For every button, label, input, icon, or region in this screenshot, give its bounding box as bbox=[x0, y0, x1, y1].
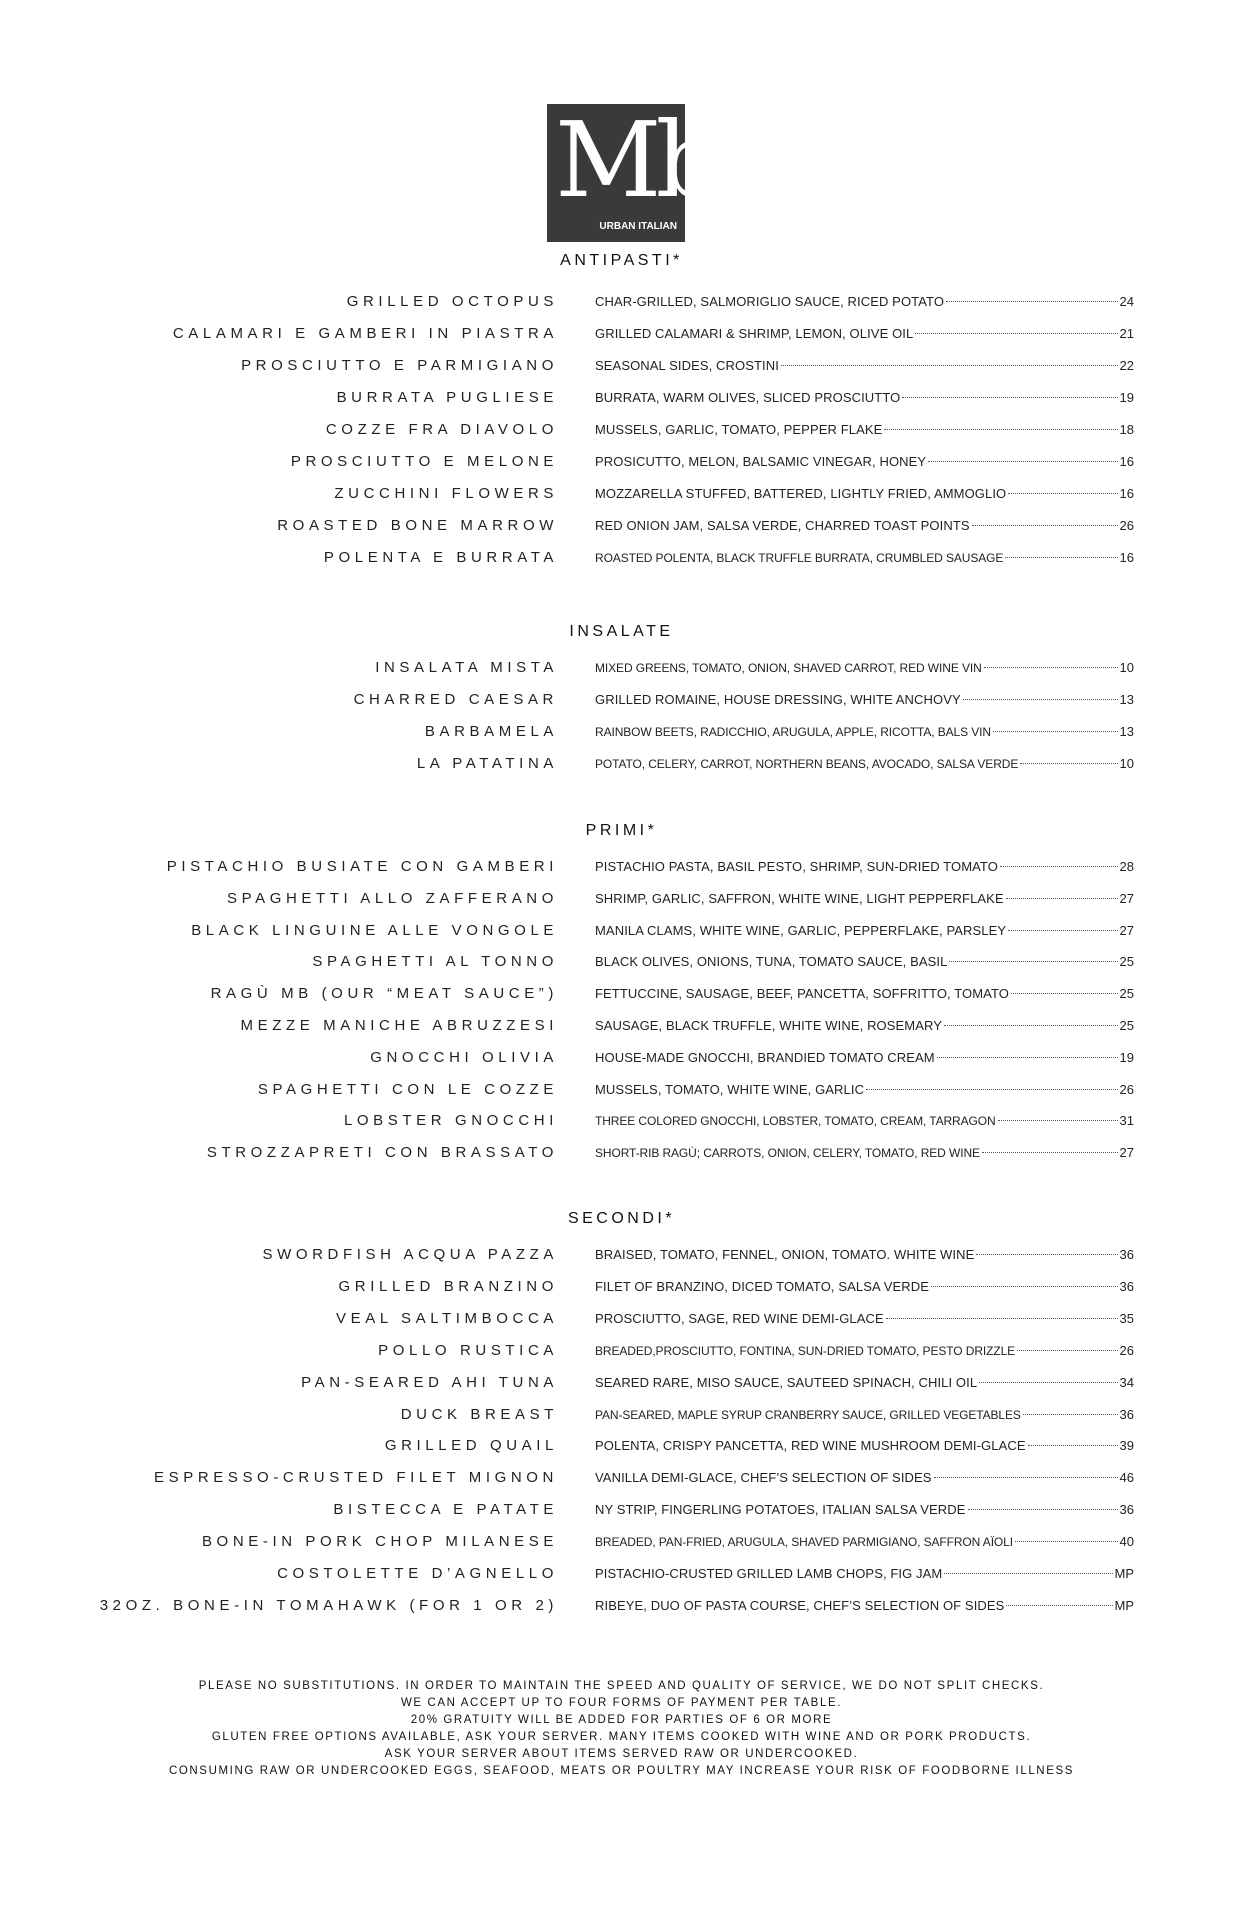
menu-item bbox=[0, 1498, 1243, 1522]
menu-item-price: 34 bbox=[1119, 1374, 1134, 1390]
menu-item-detail bbox=[595, 919, 1134, 943]
section-title-primi: PRIMI* bbox=[585, 822, 658, 839]
menu-item-description: RAINBOW BEETS, RADICCHIO, ARUGULA, APPLE, RICOTTA, BALS VIN bbox=[595, 725, 991, 739]
dotted-leader bbox=[993, 731, 1118, 732]
menu-item-detail bbox=[595, 450, 1134, 474]
menu-item-description: GRILLED ROMAINE, HOUSE DRESSING, WHITE ANCHOVY bbox=[595, 692, 961, 707]
dotted-leader bbox=[979, 1382, 1117, 1383]
menu-item bbox=[0, 887, 1243, 911]
menu-item bbox=[0, 1562, 1243, 1586]
menu-item-description: HOUSE-MADE GNOCCHI, BRANDIED TOMATO CREAM bbox=[595, 1049, 935, 1065]
menu-item bbox=[0, 1307, 1243, 1331]
menu-item-description: THREE COLORED GNOCCHI, LOBSTER, TOMATO, CREAM, TARRAGON bbox=[595, 1114, 996, 1129]
menu-item-detail bbox=[595, 1141, 1134, 1165]
menu-item bbox=[0, 1466, 1243, 1490]
menu-item-name: PISTACHIO BUSIATE CON GAMBERI bbox=[166, 858, 558, 875]
menu-item-description: BRAISED, TOMATO, FENNEL, ONION, TOMATO. WHITE WINE bbox=[595, 1247, 975, 1262]
menu-item-name: GRILLED BRANZINO bbox=[338, 1277, 558, 1295]
menu-item-detail bbox=[595, 482, 1134, 506]
menu-item-detail bbox=[595, 720, 1134, 744]
menu-item bbox=[0, 1530, 1243, 1554]
menu-item bbox=[0, 290, 1243, 314]
menu-item-description: SAUSAGE, BLACK TRUFFLE, WHITE WINE, ROSEMARY bbox=[595, 1018, 943, 1033]
menu-item-detail bbox=[595, 546, 1134, 570]
logo-mark: Mb bbox=[555, 99, 717, 221]
menu-item-detail bbox=[595, 1275, 1134, 1299]
menu-item bbox=[0, 354, 1243, 378]
menu-item-detail bbox=[595, 1434, 1134, 1458]
menu-item-description: SHRIMP, GARLIC, SAFFRON, WHITE WINE, LIGHT PEPPERFLAKE bbox=[595, 890, 1004, 906]
menu-item-detail bbox=[595, 290, 1134, 314]
menu-item-name: COSTOLETTE D’AGNELLO bbox=[277, 1565, 558, 1582]
menu-item-price: 28 bbox=[1119, 859, 1134, 874]
dotted-leader bbox=[928, 461, 1117, 462]
menu-item bbox=[0, 720, 1243, 744]
menu-item-price: 36 bbox=[1119, 1278, 1134, 1294]
dotted-leader bbox=[1008, 493, 1117, 494]
footer-line: 20% GRATUITY WILL BE ADDED FOR PARTIES OF 6 OR MORE bbox=[410, 1714, 833, 1726]
menu-item-detail bbox=[595, 1466, 1134, 1490]
menu-item-detail bbox=[595, 1078, 1134, 1102]
menu-item-detail bbox=[595, 1014, 1134, 1038]
menu-item-description: POTATO, CELERY, CARROT, NORTHERN BEANS, AVOCADO, SALSA VERDE bbox=[595, 757, 1019, 771]
menu-item-detail bbox=[595, 656, 1134, 680]
menu-item-detail bbox=[595, 1307, 1134, 1331]
menu-item-detail bbox=[595, 354, 1134, 378]
menu-item-price: 27 bbox=[1119, 890, 1134, 906]
restaurant-logo bbox=[547, 99, 717, 242]
menu-item-name: GNOCCHI OLIVIA bbox=[370, 1048, 558, 1066]
menu-item-description: NY STRIP, FINGERLING POTATOES, ITALIAN SALSA VERDE bbox=[595, 1502, 966, 1518]
menu-item-price: 13 bbox=[1119, 692, 1134, 707]
menu-item-name: SWORDFISH ACQUA PAZZA bbox=[262, 1246, 558, 1263]
menu-item-description: CHAR-GRILLED, SALMORIGLIO SAUCE, RICED POTATO bbox=[595, 294, 945, 309]
menu-item-description: GRILLED CALAMARI & SHRIMP, LEMON, OLIVE OIL bbox=[595, 326, 914, 341]
menu-item-name: PROSCIUTTO E PARMIGIANO bbox=[241, 357, 558, 374]
footer-line: PLEASE NO SUBSTITUTIONS. IN ORDER TO MAINTAIN THE SPEED AND QUALITY OF SERVICE, WE DO NOT SPLIT CHECKS. bbox=[198, 1680, 1045, 1692]
menu-item-detail bbox=[595, 1046, 1134, 1070]
menu-item bbox=[0, 1339, 1243, 1363]
menu-item-description: MUSSELS, TOMATO, WHITE WINE, GARLIC bbox=[595, 1081, 865, 1097]
menu-item bbox=[0, 1403, 1243, 1427]
menu-item-price: 16 bbox=[1119, 454, 1134, 469]
menu-item-price: 25 bbox=[1119, 986, 1134, 1002]
menu-item-description: FILET OF BRANZINO, DICED TOMATO, SALSA VERDE bbox=[595, 1278, 930, 1294]
dotted-leader bbox=[976, 1254, 1117, 1255]
menu-item-price: MP bbox=[1114, 1566, 1134, 1581]
dotted-leader bbox=[982, 1152, 1118, 1153]
menu-item-name: STROZZAPRETI CON BRASSATO bbox=[206, 1144, 558, 1162]
dotted-leader bbox=[949, 961, 1117, 962]
menu-item-name: LA PATATINA bbox=[416, 755, 558, 772]
menu-item-price: 25 bbox=[1119, 1018, 1134, 1033]
menu-item bbox=[0, 1594, 1243, 1618]
menu-item-detail bbox=[595, 514, 1134, 538]
footer-line: WE CAN ACCEPT UP TO FOUR FORMS OF PAYMENT PER TABLE. bbox=[400, 1697, 843, 1709]
menu-item-price: 31 bbox=[1119, 1113, 1134, 1129]
menu-item-price: 26 bbox=[1119, 1342, 1134, 1358]
menu-item-name: RAGÙ MB (OUR “MEAT SAUCE”) bbox=[210, 985, 558, 1003]
menu-item-detail bbox=[595, 1498, 1134, 1522]
menu-item-description: MIXED GREENS, TOMATO, ONION, SHAVED CARROT, RED WINE VIN bbox=[595, 661, 982, 675]
menu-item-name: LOBSTER GNOCCHI bbox=[343, 1112, 558, 1130]
menu-item bbox=[0, 450, 1243, 474]
menu-item bbox=[0, 386, 1243, 410]
menu-item-price: 39 bbox=[1119, 1438, 1134, 1454]
menu-item-description: SEARED RARE, MISO SAUCE, SAUTEED SPINACH, CHILI OIL bbox=[595, 1374, 978, 1390]
menu-item-price: 10 bbox=[1119, 660, 1134, 675]
menu-item-name: BURRATA PUGLIESE bbox=[336, 389, 558, 406]
menu-item bbox=[0, 1434, 1243, 1458]
menu-item-price: 36 bbox=[1119, 1247, 1134, 1262]
menu-item-name: COZZE FRA DIAVOLO bbox=[325, 421, 558, 438]
menu-item-name: ZUCCHINI FLOWERS bbox=[334, 485, 558, 502]
dotted-leader bbox=[944, 1573, 1112, 1574]
menu-item-detail bbox=[595, 1371, 1134, 1395]
menu-item-price: 19 bbox=[1119, 1049, 1134, 1065]
dotted-leader bbox=[968, 1509, 1118, 1510]
menu-item bbox=[0, 1275, 1243, 1299]
dotted-leader bbox=[998, 1120, 1118, 1121]
dotted-leader bbox=[937, 1057, 1118, 1058]
dotted-leader bbox=[944, 1025, 1117, 1026]
dotted-leader bbox=[931, 1286, 1117, 1287]
dotted-leader bbox=[1028, 1445, 1118, 1446]
menu-item-detail bbox=[595, 1403, 1134, 1427]
dotted-leader bbox=[781, 365, 1118, 366]
menu-item-name: SPAGHETTI AL TONNO bbox=[312, 953, 558, 971]
menu-item-name: SPAGHETTI ALLO ZAFFERANO bbox=[227, 889, 558, 907]
menu-item-description: PISTACHIO-CRUSTED GRILLED LAMB CHOPS, FIG JAM bbox=[595, 1566, 943, 1581]
menu-item-price: 26 bbox=[1119, 518, 1134, 533]
section-title-insalate: INSALATE bbox=[569, 623, 674, 640]
footer-line: ASK YOUR SERVER ABOUT ITEMS SERVED RAW OR UNDERCOOKED. bbox=[384, 1748, 859, 1760]
section-title-secondi: SECONDI* bbox=[567, 1210, 676, 1227]
menu-item bbox=[0, 1141, 1243, 1165]
menu-item-name: BARBAMELA bbox=[424, 723, 558, 740]
menu-item bbox=[0, 322, 1243, 346]
menu-item-name: 32OZ. BONE-IN TOMAHAWK (FOR 1 OR 2) bbox=[99, 1596, 558, 1614]
menu-item-description: SHORT-RIB RAGÙ; CARROTS, ONION, CELERY, TOMATO, RED WINE bbox=[595, 1146, 980, 1161]
menu-item-name: ROASTED BONE MARROW bbox=[277, 517, 558, 534]
menu-item-price: 26 bbox=[1119, 1081, 1134, 1097]
menu-item bbox=[0, 950, 1243, 974]
dotted-leader bbox=[1006, 898, 1118, 899]
dotted-leader bbox=[1011, 993, 1118, 994]
menu-item bbox=[0, 752, 1243, 776]
menu-item-name: SPAGHETTI CON LE COZZE bbox=[257, 1080, 558, 1098]
menu-item-detail bbox=[595, 887, 1134, 911]
menu-item-price: 13 bbox=[1119, 724, 1134, 739]
menu-item bbox=[0, 982, 1243, 1006]
footer-line: CONSUMING RAW OR UNDERCOOKED EGGS, SEAFOOD, MEATS OR POULTRY MAY INCREASE YOUR RISK OF FOODBORNE ILLNESS bbox=[168, 1765, 1075, 1777]
menu-item-detail bbox=[595, 1530, 1134, 1554]
menu-item bbox=[0, 1046, 1243, 1070]
menu-item-name: GRILLED QUAIL bbox=[384, 1437, 558, 1455]
menu-item-name: CHARRED CAESAR bbox=[353, 691, 558, 708]
menu-item-price: 27 bbox=[1119, 1145, 1134, 1161]
menu-item-name: ESPRESSO-CRUSTED FILET MIGNON bbox=[154, 1469, 558, 1487]
menu-item-detail bbox=[595, 386, 1134, 410]
menu-footer bbox=[0, 1678, 1243, 1780]
menu-item-price: 18 bbox=[1119, 422, 1134, 437]
menu-item-description: MANILA CLAMS, WHITE WINE, GARLIC, PEPPERFLAKE, PARSLEY bbox=[595, 922, 1007, 938]
menu-item-name: GRILLED OCTOPUS bbox=[346, 293, 558, 310]
menu-item-detail bbox=[595, 1562, 1134, 1586]
menu-item-price: 24 bbox=[1119, 294, 1134, 309]
menu-item-detail bbox=[595, 982, 1134, 1006]
dotted-leader bbox=[1023, 1414, 1118, 1415]
dotted-leader bbox=[934, 1477, 1118, 1478]
menu-item-detail bbox=[595, 855, 1134, 879]
menu-item bbox=[0, 546, 1243, 570]
dotted-leader bbox=[1005, 557, 1117, 558]
menu-item-detail bbox=[595, 950, 1134, 974]
footer-line: GLUTEN FREE OPTIONS AVAILABLE, ASK YOUR SERVER. MANY ITEMS COOKED WITH WINE AND OR PORK PRODUCTS. bbox=[211, 1731, 1032, 1743]
menu-item-detail bbox=[595, 322, 1134, 346]
logo-subtitle: URBAN ITALIAN bbox=[599, 221, 677, 232]
menu-item-description: FETTUCCINE, SAUSAGE, BEEF, PANCETTA, SOFFRITTO, TOMATO bbox=[595, 986, 1009, 1002]
menu-item bbox=[0, 514, 1243, 538]
menu-item-price: 19 bbox=[1119, 390, 1134, 405]
menu-item-price: 21 bbox=[1119, 326, 1134, 341]
menu-item-description: MUSSELS, GARLIC, TOMATO, PEPPER FLAKE bbox=[595, 422, 883, 437]
dotted-leader bbox=[1015, 1541, 1118, 1542]
menu-item-description: MOZZARELLA STUFFED, BATTERED, LIGHTLY FRIED, AMMOGLIO bbox=[595, 486, 1007, 501]
dotted-leader bbox=[866, 1089, 1117, 1090]
menu-item-description: RED ONION JAM, SALSA VERDE, CHARRED TOAST POINTS bbox=[595, 518, 970, 533]
menu-item bbox=[0, 1078, 1243, 1102]
dotted-leader bbox=[1020, 763, 1117, 764]
menu-item-name: INSALATA MISTA bbox=[375, 659, 558, 676]
menu-item bbox=[0, 688, 1243, 712]
menu-item-price: MP bbox=[1114, 1597, 1134, 1613]
dotted-leader bbox=[886, 1318, 1118, 1319]
menu-item-name: PROSCIUTTO E MELONE bbox=[290, 453, 558, 470]
menu-item-price: 22 bbox=[1119, 358, 1134, 373]
section-title-antipasti: ANTIPASTI* bbox=[560, 252, 683, 269]
menu-item-detail bbox=[595, 752, 1134, 776]
dotted-leader bbox=[915, 333, 1117, 334]
menu-item-description: POLENTA, CRISPY PANCETTA, RED WINE MUSHROOM DEMI-GLACE bbox=[595, 1438, 1026, 1454]
menu-item-name: DUCK BREAST bbox=[400, 1405, 558, 1423]
menu-item-detail bbox=[595, 418, 1134, 442]
dotted-leader bbox=[1017, 1350, 1117, 1351]
menu-item bbox=[0, 1243, 1243, 1267]
menu-item-name: PAN-SEARED AHI TUNA bbox=[301, 1373, 558, 1391]
menu-item bbox=[0, 418, 1243, 442]
menu-item-description: BLACK OLIVES, ONIONS, TUNA, TOMATO SAUCE, BASIL bbox=[595, 954, 948, 970]
menu-item-description: VANILLA DEMI-GLACE, CHEF’S SELECTION OF SIDES bbox=[595, 1470, 932, 1486]
menu-item-description: BREADED, PAN-FRIED, ARUGULA, SHAVED PARMIGIANO, SAFFRON AÏOLI bbox=[595, 1535, 1013, 1550]
menu-item-detail bbox=[595, 1594, 1134, 1618]
menu-item bbox=[0, 482, 1243, 506]
menu-item bbox=[0, 1109, 1243, 1133]
menu-item-price: 36 bbox=[1119, 1502, 1134, 1518]
menu-item-price: 10 bbox=[1119, 756, 1134, 771]
menu-item-description: BREADED,PROSCIUTTO, FONTINA, SUN-DRIED TOMATO, PESTO DRIZZLE bbox=[595, 1343, 1016, 1358]
menu-item-price: 40 bbox=[1119, 1534, 1134, 1550]
menu-item-detail bbox=[595, 688, 1134, 712]
menu-item-detail bbox=[595, 1109, 1134, 1133]
menu-item-price: 36 bbox=[1119, 1406, 1134, 1422]
dotted-leader bbox=[1000, 866, 1118, 867]
menu-item-detail bbox=[595, 1243, 1134, 1267]
menu-item bbox=[0, 855, 1243, 879]
menu-item-name: BISTECCA E PATATE bbox=[333, 1501, 558, 1519]
menu-item-price: 27 bbox=[1119, 922, 1134, 938]
dotted-leader bbox=[972, 525, 1118, 526]
menu-item-price: 16 bbox=[1119, 550, 1134, 565]
menu-item-price: 46 bbox=[1119, 1470, 1134, 1486]
dotted-leader bbox=[884, 429, 1117, 430]
menu-item-price: 35 bbox=[1119, 1310, 1134, 1326]
menu-item-name: POLLO RUSTICA bbox=[378, 1341, 558, 1359]
menu-item bbox=[0, 919, 1243, 943]
menu-item bbox=[0, 1014, 1243, 1038]
dotted-leader bbox=[902, 397, 1117, 398]
menu-item-description: BURRATA, WARM OLIVES, SLICED PROSCIUTTO bbox=[595, 390, 901, 405]
menu-item-price: 16 bbox=[1119, 486, 1134, 501]
menu-item-description: PISTACHIO PASTA, BASIL PESTO, SHRIMP, SUN-DRIED TOMATO bbox=[595, 859, 998, 874]
menu-item-description: SEASONAL SIDES, CROSTINI bbox=[595, 358, 779, 373]
menu-item-description: ROASTED POLENTA, BLACK TRUFFLE BURRATA, CRUMBLED SAUSAGE bbox=[595, 551, 1004, 565]
menu-item-description: PAN-SEARED, MAPLE SYRUP CRANBERRY SAUCE, GRILLED VEGETABLES bbox=[595, 1407, 1021, 1422]
menu-item-detail bbox=[595, 1339, 1134, 1363]
menu-item-name: VEAL SALTIMBOCCA bbox=[336, 1309, 558, 1327]
menu-item-description: RIBEYE, DUO OF PASTA COURSE, CHEF’S SELECTION OF SIDES bbox=[595, 1597, 1005, 1613]
menu-item-description: PROSICUTTO, MELON, BALSAMIC VINEGAR, HONEY bbox=[595, 454, 927, 469]
menu-item-name: CALAMARI E GAMBERI IN PIASTRA bbox=[172, 325, 558, 342]
dotted-leader bbox=[963, 699, 1118, 700]
dotted-leader bbox=[946, 301, 1117, 302]
menu-item-name: BLACK LINGUINE ALLE VONGOLE bbox=[191, 921, 558, 939]
menu-item-description: PROSCIUTTO, SAGE, RED WINE DEMI-GLACE bbox=[595, 1310, 884, 1326]
menu-item-name: BONE-IN PORK CHOP MILANESE bbox=[201, 1533, 558, 1551]
menu-item bbox=[0, 656, 1243, 680]
dotted-leader bbox=[984, 667, 1118, 668]
menu-item-price: 25 bbox=[1119, 954, 1134, 970]
menu-item-name: MEZZE MANICHE ABRUZZESI bbox=[240, 1017, 558, 1034]
dotted-leader bbox=[1006, 1605, 1112, 1606]
dotted-leader bbox=[1008, 930, 1117, 931]
menu-item bbox=[0, 1371, 1243, 1395]
menu-item-name: POLENTA E BURRATA bbox=[323, 549, 558, 566]
